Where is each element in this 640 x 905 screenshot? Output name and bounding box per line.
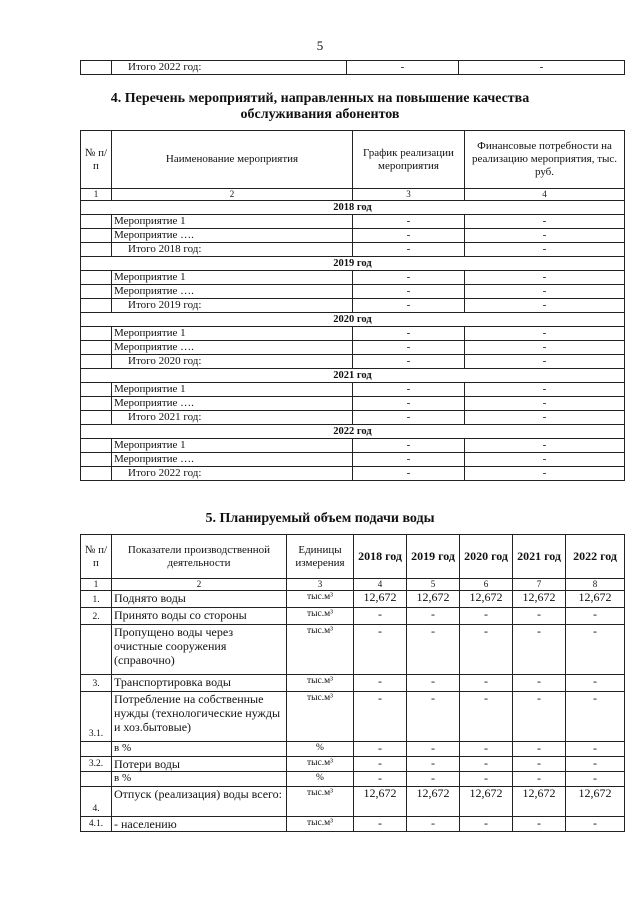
indicator-name: Потребление на собственные нужды (технологические нужды и хоз.бытовые) [112, 692, 287, 742]
finance-cell: - [465, 271, 625, 285]
value-cell: - [513, 675, 566, 692]
year-row [81, 313, 625, 327]
value-cell: - [566, 742, 625, 757]
table-row [81, 215, 625, 229]
indicator-name: Пропущено воды через очистные сооружения (справочно) [112, 625, 287, 675]
measure-name: Мероприятие …. [112, 397, 353, 411]
measure-name: Мероприятие 1 [112, 383, 353, 397]
value-cell: - [460, 675, 513, 692]
schedule-cell: - [353, 355, 465, 369]
value-cell: - [513, 692, 566, 742]
schedule-cell: - [353, 327, 465, 341]
indicator-name: Принято воды со стороны [112, 608, 287, 625]
value-cell: - [460, 757, 513, 772]
measure-name: Мероприятие 1 [112, 271, 353, 285]
schedule-cell: - [353, 285, 465, 299]
value-cell: 12,672 [566, 591, 625, 608]
value-cell: 12,672 [513, 591, 566, 608]
finance-cell: - [465, 453, 625, 467]
table-row [81, 453, 625, 467]
table-row [81, 327, 625, 341]
measure-name: Итого 2020 год: [112, 355, 353, 369]
finance-cell: - [465, 215, 625, 229]
value-cell: - [354, 742, 407, 757]
value-cell: - [407, 817, 460, 832]
measure-name: Мероприятие 1 [112, 327, 353, 341]
value-cell: - [513, 817, 566, 832]
value-cell: - [407, 608, 460, 625]
value-cell: - [354, 692, 407, 742]
value-cell: - [460, 742, 513, 757]
measure-name: Мероприятие 1 [112, 439, 353, 453]
unit-cell: % [287, 742, 354, 757]
finance-cell: - [465, 439, 625, 453]
row-number [81, 625, 112, 675]
table-row [81, 355, 625, 369]
value-cell: - [566, 625, 625, 675]
value-cell: - [407, 772, 460, 787]
unit-cell: тыс.м³ [287, 608, 354, 625]
indicator-name: Поднято воды [112, 591, 287, 608]
value-cell: - [513, 742, 566, 757]
measure-name: Мероприятие …. [112, 453, 353, 467]
value-cell: - [566, 692, 625, 742]
row-number [81, 742, 112, 757]
value-cell: - [407, 757, 460, 772]
year-label: 2021 год [81, 369, 625, 383]
finance-cell: - [465, 243, 625, 257]
water-supply-table [80, 534, 625, 832]
finance-cell: - [465, 299, 625, 313]
table-row [81, 772, 625, 787]
value-cell: 12,672 [354, 787, 407, 817]
table-row [81, 439, 625, 453]
unit-cell: % [287, 772, 354, 787]
section5-title: 5. Планируемый объем подачи воды [205, 511, 435, 526]
value-cell: - [513, 608, 566, 625]
row-number [81, 772, 112, 787]
measure-name: Мероприятие …. [112, 341, 353, 355]
value-cell: - [513, 625, 566, 675]
unit-cell: тыс.м³ [287, 757, 354, 772]
value-cell: - [354, 757, 407, 772]
row-number: 4.1. [81, 817, 112, 832]
unit-cell: тыс.м³ [287, 692, 354, 742]
row-number: 4. [81, 787, 112, 817]
finance-cell: - [465, 285, 625, 299]
measure-name: Итого 2022 год: [112, 467, 353, 481]
schedule-cell: - [353, 215, 465, 229]
value-cell: 12,672 [354, 591, 407, 608]
year-label: 2020 год [81, 313, 625, 327]
indicator-name: Отпуск (реализация) воды всего: [112, 787, 287, 817]
page-number: 5 [316, 38, 324, 53]
header-row: № п/п Наименование мероприятия График реализации мероприятия Финансовые потребности на реализацию мероприятия, тыс. руб. [81, 131, 625, 189]
value-cell: - [460, 817, 513, 832]
value-cell: - [354, 608, 407, 625]
indicator-name: в % [112, 772, 287, 787]
value-cell: 12,672 [513, 787, 566, 817]
schedule-cell: - [353, 271, 465, 285]
measure-name: Итого 2021 год: [112, 411, 353, 425]
value-cell: - [460, 625, 513, 675]
value-cell: 12,672 [407, 591, 460, 608]
table-row [81, 229, 625, 243]
year-label: 2018 год [81, 201, 625, 215]
year-row [81, 257, 625, 271]
table-row [81, 285, 625, 299]
measure-name: Итого 2018 год: [112, 243, 353, 257]
header-row: № п/п Показатели производственной деятельности Единицы измерения 2018 год 2019 год 2020 год 2021 год 2022 год [81, 535, 625, 579]
table-row [81, 625, 625, 675]
value-cell: - [354, 625, 407, 675]
value-cell: - [354, 817, 407, 832]
value-cell: - [566, 675, 625, 692]
table-row [81, 692, 625, 742]
table-row [81, 271, 625, 285]
carryover-table [80, 60, 625, 75]
table-row [81, 757, 625, 772]
finance-cell: - [465, 383, 625, 397]
row-number: 1. [81, 591, 112, 608]
schedule-cell: - [353, 341, 465, 355]
value-cell: 12,672 [460, 787, 513, 817]
column-number-row: 1 2 3 4 [81, 189, 625, 201]
table-row [81, 591, 625, 608]
schedule-cell: - [353, 467, 465, 481]
finance-cell: - [465, 341, 625, 355]
table-row [81, 383, 625, 397]
value-cell: - [407, 692, 460, 742]
row-number: 2. [81, 608, 112, 625]
finance-cell: - [465, 355, 625, 369]
table-row [81, 243, 625, 257]
year-row [81, 201, 625, 215]
value-cell: - [460, 692, 513, 742]
unit-cell: тыс.м³ [287, 787, 354, 817]
table-row [81, 467, 625, 481]
row-number: 3.2. [81, 757, 112, 772]
value-cell: 12,672 [566, 787, 625, 817]
schedule-cell: - [353, 383, 465, 397]
value-cell: - [566, 817, 625, 832]
section4-title: 4. Перечень мероприятий, направленных на повышение качества обслуживания абонентов [110, 91, 530, 122]
value-cell: - [407, 742, 460, 757]
table-row [81, 299, 625, 313]
value-cell: - [407, 675, 460, 692]
table-row [81, 742, 625, 757]
value-cell: - [407, 625, 460, 675]
measure-name: Итого 2019 год: [112, 299, 353, 313]
year-label: 2022 год [81, 425, 625, 439]
finance-cell: - [465, 229, 625, 243]
value-cell: - [460, 608, 513, 625]
finance-cell: - [465, 411, 625, 425]
value-cell: - [566, 608, 625, 625]
year-row [81, 425, 625, 439]
year-label: 2019 год [81, 257, 625, 271]
schedule-cell: - [353, 299, 465, 313]
table-row [81, 675, 625, 692]
value-cell: 12,672 [407, 787, 460, 817]
schedule-cell: - [353, 411, 465, 425]
unit-cell: тыс.м³ [287, 817, 354, 832]
table-row [81, 817, 625, 832]
indicator-name: Потери воды [112, 757, 287, 772]
schedule-cell: - [353, 453, 465, 467]
unit-cell: тыс.м³ [287, 591, 354, 608]
value-cell: - [354, 772, 407, 787]
table-row [81, 341, 625, 355]
schedule-cell: - [353, 243, 465, 257]
unit-cell: тыс.м³ [287, 625, 354, 675]
row-number: 3.1. [81, 692, 112, 742]
value-cell: 12,672 [460, 591, 513, 608]
measure-name: Мероприятие 1 [112, 215, 353, 229]
value-cell: - [513, 772, 566, 787]
measure-name: Мероприятие …. [112, 229, 353, 243]
table-row [81, 608, 625, 625]
value-cell: - [566, 757, 625, 772]
table-row [81, 411, 625, 425]
value-cell: - [513, 757, 566, 772]
measure-name: Мероприятие …. [112, 285, 353, 299]
finance-cell: - [465, 327, 625, 341]
row-label: Итого 2022 год: [112, 61, 347, 75]
value-cell: - [354, 675, 407, 692]
indicator-name: в % [112, 742, 287, 757]
table-row: Итого 2022 год: - - [81, 61, 625, 75]
schedule-cell: - [353, 397, 465, 411]
table-row [81, 787, 625, 817]
finance-cell: - [465, 467, 625, 481]
value-cell: - [566, 772, 625, 787]
schedule-cell: - [353, 439, 465, 453]
year-row [81, 369, 625, 383]
finance-cell: - [465, 397, 625, 411]
row-number: 3. [81, 675, 112, 692]
value-cell: - [460, 772, 513, 787]
schedule-cell: - [353, 229, 465, 243]
indicator-name: - населению [112, 817, 287, 832]
table-row [81, 397, 625, 411]
indicator-name: Транспортировка воды [112, 675, 287, 692]
column-number-row: 1 2 3 4 5 6 7 8 [81, 579, 625, 591]
unit-cell: тыс.м³ [287, 675, 354, 692]
measures-table [80, 130, 625, 481]
